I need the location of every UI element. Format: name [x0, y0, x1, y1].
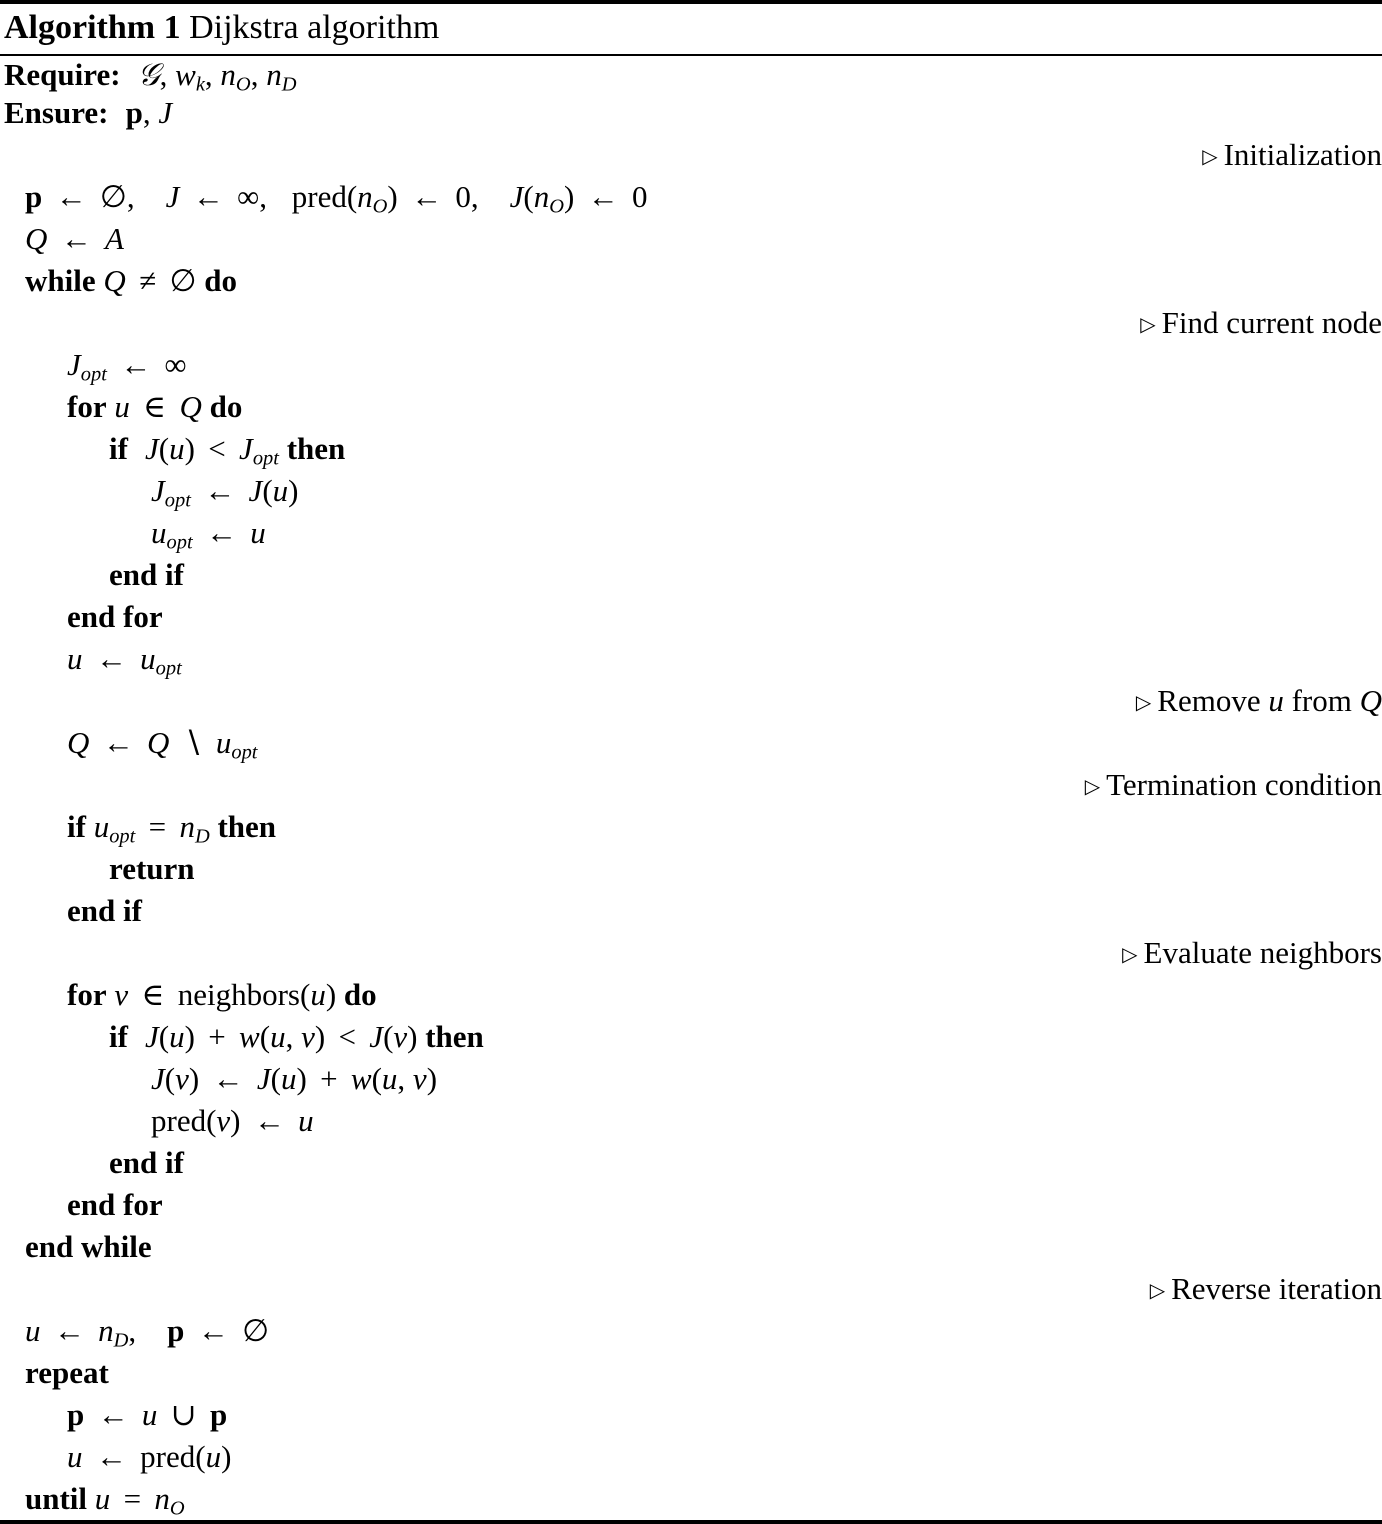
comment-reverse-iteration-text: Reverse iteration	[1171, 1271, 1382, 1306]
algorithm-number-label: Algorithm 1	[4, 9, 181, 46]
line-while-open	[0, 260, 1382, 302]
ensure-label: Ensure:	[4, 95, 109, 130]
stmt-init-assign: p ← ∅, J ← ∞, $pred(n_O)$ ← 0, $J(n_O)$ ← 0	[25, 179, 648, 218]
stmt-u-assign-uopt: u ← $u_{opt}$	[67, 641, 182, 680]
line-pred-assign	[0, 1100, 1382, 1142]
algorithm-header	[0, 4, 1382, 54]
comment-marker-icon: ▷	[1122, 943, 1138, 966]
stmt-p-union: p ← u ∪ p	[67, 1397, 228, 1432]
ensure-line	[0, 94, 1382, 132]
line-comment-reverse-iteration	[0, 1268, 1382, 1310]
line-init-assign	[0, 176, 1382, 218]
line-end-for-1	[0, 596, 1382, 638]
stmt-end-while: end while	[25, 1229, 152, 1264]
stmt-end-if-2: end if	[67, 893, 142, 928]
stmt-jopt-assign: $J_{opt}$ ← J(u)	[151, 473, 299, 512]
line-end-if-2	[0, 890, 1382, 932]
stmt-for-u-open: for u ∈ Q do	[67, 389, 243, 424]
stmt-jv-assign: J(v) ← J(u) + w(u, v)	[151, 1061, 438, 1096]
line-end-if-1	[0, 554, 1382, 596]
ensure-value: p, J	[125, 95, 173, 130]
line-uopt-assign	[0, 512, 1382, 554]
stmt-u-nd-p-empty: u ← $n_D$, p ← ∅	[25, 1313, 270, 1352]
stmt-jopt-init: $J_{opt}$ ← ∞	[67, 347, 187, 386]
line-q-remove	[0, 722, 1382, 764]
line-jopt-assign	[0, 470, 1382, 512]
line-until	[0, 1478, 1382, 1520]
line-for-v-open	[0, 974, 1382, 1016]
stmt-repeat: repeat	[25, 1355, 109, 1390]
line-jv-assign	[0, 1058, 1382, 1100]
line-u-pred	[0, 1436, 1382, 1478]
stmt-q-init: Q ← A	[25, 221, 124, 256]
line-if-ju-lt-jopt	[0, 428, 1382, 470]
comment-find-current-node-text: Find current node	[1161, 305, 1382, 340]
comment-evaluate-neighbors	[1122, 932, 1382, 976]
stmt-until: until $u = n_O$	[25, 1481, 185, 1520]
line-comment-evaluate-neighbors	[0, 932, 1382, 974]
algorithm-body	[0, 132, 1382, 1520]
line-for-u-open	[0, 386, 1382, 428]
line-end-while	[0, 1226, 1382, 1268]
stmt-return: return	[109, 851, 195, 886]
stmt-u-pred: u ← pred(u)	[67, 1439, 232, 1474]
line-p-union	[0, 1394, 1382, 1436]
comment-find-current-node	[1140, 302, 1382, 346]
comment-termination-condition	[1085, 764, 1382, 808]
comment-marker-icon: ▷	[1084, 775, 1101, 798]
stmt-uopt-assign: $u_{opt}$ ← u	[151, 515, 266, 554]
comment-remove-u-from-q	[1136, 680, 1382, 724]
stmt-while-open: while Q ≠ ∅ do	[25, 263, 237, 298]
stmt-if-relax: if J(u) + w(u, v) < J(v) then	[109, 1019, 484, 1054]
line-return	[0, 848, 1382, 890]
line-jopt-init	[0, 344, 1382, 386]
stmt-end-if-1: end if	[109, 557, 184, 592]
line-end-if-3	[0, 1142, 1382, 1184]
comment-reverse-iteration	[1150, 1268, 1382, 1312]
line-if-relax	[0, 1016, 1382, 1058]
stmt-q-remove: Q ← Q ∖ $u_{opt}$	[67, 725, 258, 764]
comment-initialization	[1202, 134, 1382, 178]
stmt-end-for-2: end for	[67, 1187, 163, 1222]
stmt-pred-assign: pred(v) ← u	[151, 1103, 314, 1138]
comment-marker-icon: ▷	[1149, 1279, 1166, 1302]
stmt-end-if-3: end if	[109, 1145, 184, 1180]
line-comment-find-current-node	[0, 302, 1382, 344]
line-if-uopt-eq-nd	[0, 806, 1382, 848]
stmt-if-uopt-eq-nd: if $u_{opt} = n_D$ then	[67, 809, 277, 848]
algorithm-title: Dijkstra algorithm	[189, 9, 440, 46]
line-comment-remove-u	[0, 680, 1382, 722]
require-value: 𝒢, $w_k$, $n_O$, $n_D$	[137, 57, 297, 96]
require-label: Require:	[4, 57, 121, 92]
line-comment-initialization	[0, 134, 1382, 176]
comment-evaluate-neighbors-text: Evaluate neighbors	[1143, 935, 1382, 970]
comment-marker-icon: ▷	[1140, 313, 1156, 336]
require-line	[0, 56, 1382, 94]
comment-remove-u-from-q-text: Remove u from Q	[1157, 683, 1382, 718]
line-comment-termination	[0, 764, 1382, 806]
line-u-nd-p-empty	[0, 1310, 1382, 1352]
comment-marker-icon: ▷	[1135, 691, 1152, 714]
stmt-if-ju-lt-jopt: if $J(u) < J_{opt}$ then	[109, 431, 346, 470]
stmt-for-v-open: for v ∈ neighbors(u) do	[67, 977, 377, 1012]
comment-marker-icon: ▷	[1202, 145, 1218, 168]
line-u-assign-uopt	[0, 638, 1382, 680]
line-q-init	[0, 218, 1382, 260]
line-end-for-2	[0, 1184, 1382, 1226]
bottom-rule	[0, 1520, 1382, 1524]
line-repeat	[0, 1352, 1382, 1394]
comment-initialization-text: Initialization	[1223, 137, 1382, 172]
stmt-end-for-1: end for	[67, 599, 163, 634]
comment-termination-condition-text: Termination condition	[1106, 767, 1382, 802]
